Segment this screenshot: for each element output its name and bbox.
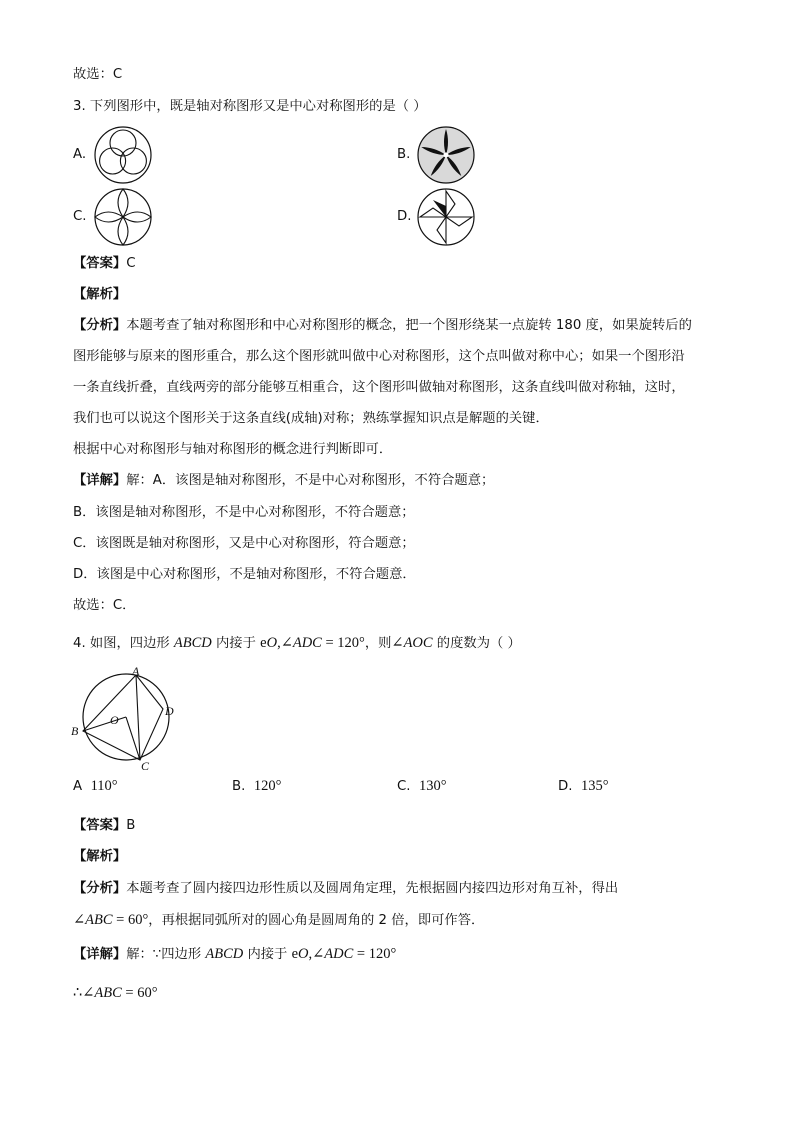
point-c-label: C <box>141 759 150 770</box>
q4-option-b-value: 120° <box>253 778 282 794</box>
q4-answer-value: B <box>126 818 136 833</box>
q4-option-d <box>558 777 609 796</box>
q4-option-a-value: 110° <box>90 778 118 794</box>
q4-detail-angle-symbol: ∠ <box>312 946 325 962</box>
q3-answer-tag: 【答案】 <box>73 256 127 271</box>
q3-answer-value: C <box>126 256 136 271</box>
q4-option-c-label: C. <box>397 779 411 794</box>
q3-detail-line-3: C．该图既是轴对称图形，又是中心对称图形，符合题意； <box>73 536 415 551</box>
inscribed-quadrilateral-figure <box>66 664 186 770</box>
q3-option-d-label: D. <box>397 209 412 224</box>
q4-stem-suffix: 的度数为（ ） <box>432 636 521 651</box>
q3-option-a-label: A. <box>73 147 87 162</box>
q4-fenxi-line-1 <box>73 880 618 898</box>
q4-analysis-tag <box>73 848 126 866</box>
q3-detail-line-1 <box>73 472 494 490</box>
q4-stem-mid1: 内接于 <box>211 636 261 651</box>
q4-analysis-label: 【解析】 <box>73 849 127 864</box>
q4-stem-mid2: ，则 <box>364 636 392 651</box>
q4-option-a-label: A <box>73 779 83 794</box>
q4-option-d-value: 135° <box>580 778 609 794</box>
q4-quad-name: ABCD <box>173 635 212 651</box>
q4-angle-adc-value: = 120° <box>321 635 365 651</box>
q4-fenxi-angle-abc-value: = 60° <box>112 912 149 928</box>
q3-analysis-label: 【解析】 <box>73 287 127 302</box>
q4-detail-tag: 【详解】 <box>73 947 127 962</box>
center-o-label: O <box>110 713 119 727</box>
q4-detail-circle-symbol: e <box>291 946 299 962</box>
q4-answer <box>73 817 135 835</box>
q4-detail-angle-adc: ADC <box>324 946 354 962</box>
q4-option-c-value: 130° <box>418 778 447 794</box>
q3-conclusion: 故选：C． <box>73 598 136 613</box>
q4-stem-prefix: 4. 如图，四边形 <box>73 636 174 651</box>
q3-fenxi-line-5: 根据中心对称图形与轴对称图形的概念进行判断即可． <box>73 442 393 457</box>
q4-detail-angle-abc-value: = 60° <box>121 985 158 1001</box>
q4-detail-line-2 <box>73 984 158 1003</box>
previous-answer: 故选：C <box>73 67 123 82</box>
q4-circle-name: O <box>266 635 278 651</box>
q4-angle-aoc: AOC <box>403 635 433 651</box>
q3-fenxi-line-2: 图形能够与原来的图形重合，那么这个图形就叫做中心对称图形，这个点叫做对称中心；如果一个图形沿 <box>73 349 685 364</box>
q4-option-b-label: B. <box>232 779 246 794</box>
q4-fenxi-text-1: 本题考查了圆内接四边形性质以及圆周角定理，先根据圆内接四边形对角互补，得出 <box>126 881 619 896</box>
q4-angle-symbol-2: ∠ <box>391 635 404 651</box>
q4-detail-comma: , <box>308 946 313 962</box>
q4-detail-mid: 内接于 <box>243 947 292 962</box>
q3-option-c-label: C. <box>73 209 87 224</box>
q3-fenxi-line-3: 一条直线折叠，直线两旁的部分能够互相重合，这个图形叫做轴对称图形，这条直线叫做对称轴，这时， <box>73 380 685 395</box>
q4-detail-angle-symbol-2: ∠ <box>82 985 95 1001</box>
q4-therefore: ∴ <box>73 985 83 1001</box>
q3-option-b-label: B. <box>397 147 411 162</box>
q3-fenxi-tag: 【分析】 <box>73 318 127 333</box>
q4-fenxi-angle-abc: ABC <box>85 912 113 928</box>
q4-option-d-label: D. <box>558 779 573 794</box>
q3-detail-line-2: B．该图是轴对称图形，不是中心对称图形，不符合题意； <box>73 505 415 520</box>
point-b-label: B <box>71 724 79 738</box>
q4-angle-symbol: ∠ <box>280 635 293 651</box>
q3-stem: 3. 下列图形中，既是轴对称图形又是中心对称图形的是（ ） <box>73 99 427 114</box>
q4-option-b <box>232 777 281 796</box>
q3-answer <box>73 255 135 273</box>
q3-analysis-tag <box>73 286 126 304</box>
q4-fenxi-angle-symbol: ∠ <box>73 912 86 928</box>
q4-detail-prefix: 解：∵四边形 <box>126 947 206 962</box>
point-a-label: A <box>132 664 140 678</box>
q4-option-c <box>397 777 447 796</box>
q4-detail-circle-name: O <box>298 946 309 962</box>
q4-fenxi-text-2: ，再根据同弧所对的圆心角是圆周角的 2 倍，即可作答． <box>148 913 485 928</box>
point-d-label: D <box>165 704 174 718</box>
q4-angle-adc: ADC <box>292 635 322 651</box>
q4-detail-line-1 <box>73 945 396 964</box>
circle-pinwheel-icon <box>415 186 477 248</box>
q3-detail-text-1: 解：A．该图是轴对称图形，不是中心对称图形，不符合题意； <box>126 473 495 488</box>
q3-detail-tag: 【详解】 <box>73 473 127 488</box>
q4-fenxi-line-2 <box>73 911 484 930</box>
q4-detail-angle-adc-value: = 120° <box>353 946 397 962</box>
q3-fenxi-line-1 <box>73 317 692 335</box>
q3-detail-line-4: D．该图是中心对称图形，不是轴对称图形，不符合题意． <box>73 567 416 582</box>
q4-detail-quad: ABCD <box>205 946 244 962</box>
circle-five-petal-star-icon <box>415 124 477 186</box>
q4-option-a <box>73 777 118 796</box>
q4-fenxi-tag: 【分析】 <box>73 881 127 896</box>
q4-detail-angle-abc: ABC <box>94 985 122 1001</box>
q3-fenxi-line-4: 我们也可以说这个图形关于这条直线(成轴)对称；熟练掌握知识点是解题的关键． <box>73 411 549 426</box>
q4-comma: , <box>277 635 281 651</box>
circle-three-petal-icon <box>92 124 154 186</box>
q3-fenxi-text-1: 本题考查了轴对称图形和中心对称图形的概念，把一个图形绕某一点旋转 180 度，如果旋转后的 <box>126 318 692 333</box>
circle-four-petal-icon <box>92 186 154 248</box>
q4-answer-tag: 【答案】 <box>73 818 127 833</box>
q4-stem <box>73 634 521 653</box>
q4-circle-symbol: e <box>260 635 267 651</box>
